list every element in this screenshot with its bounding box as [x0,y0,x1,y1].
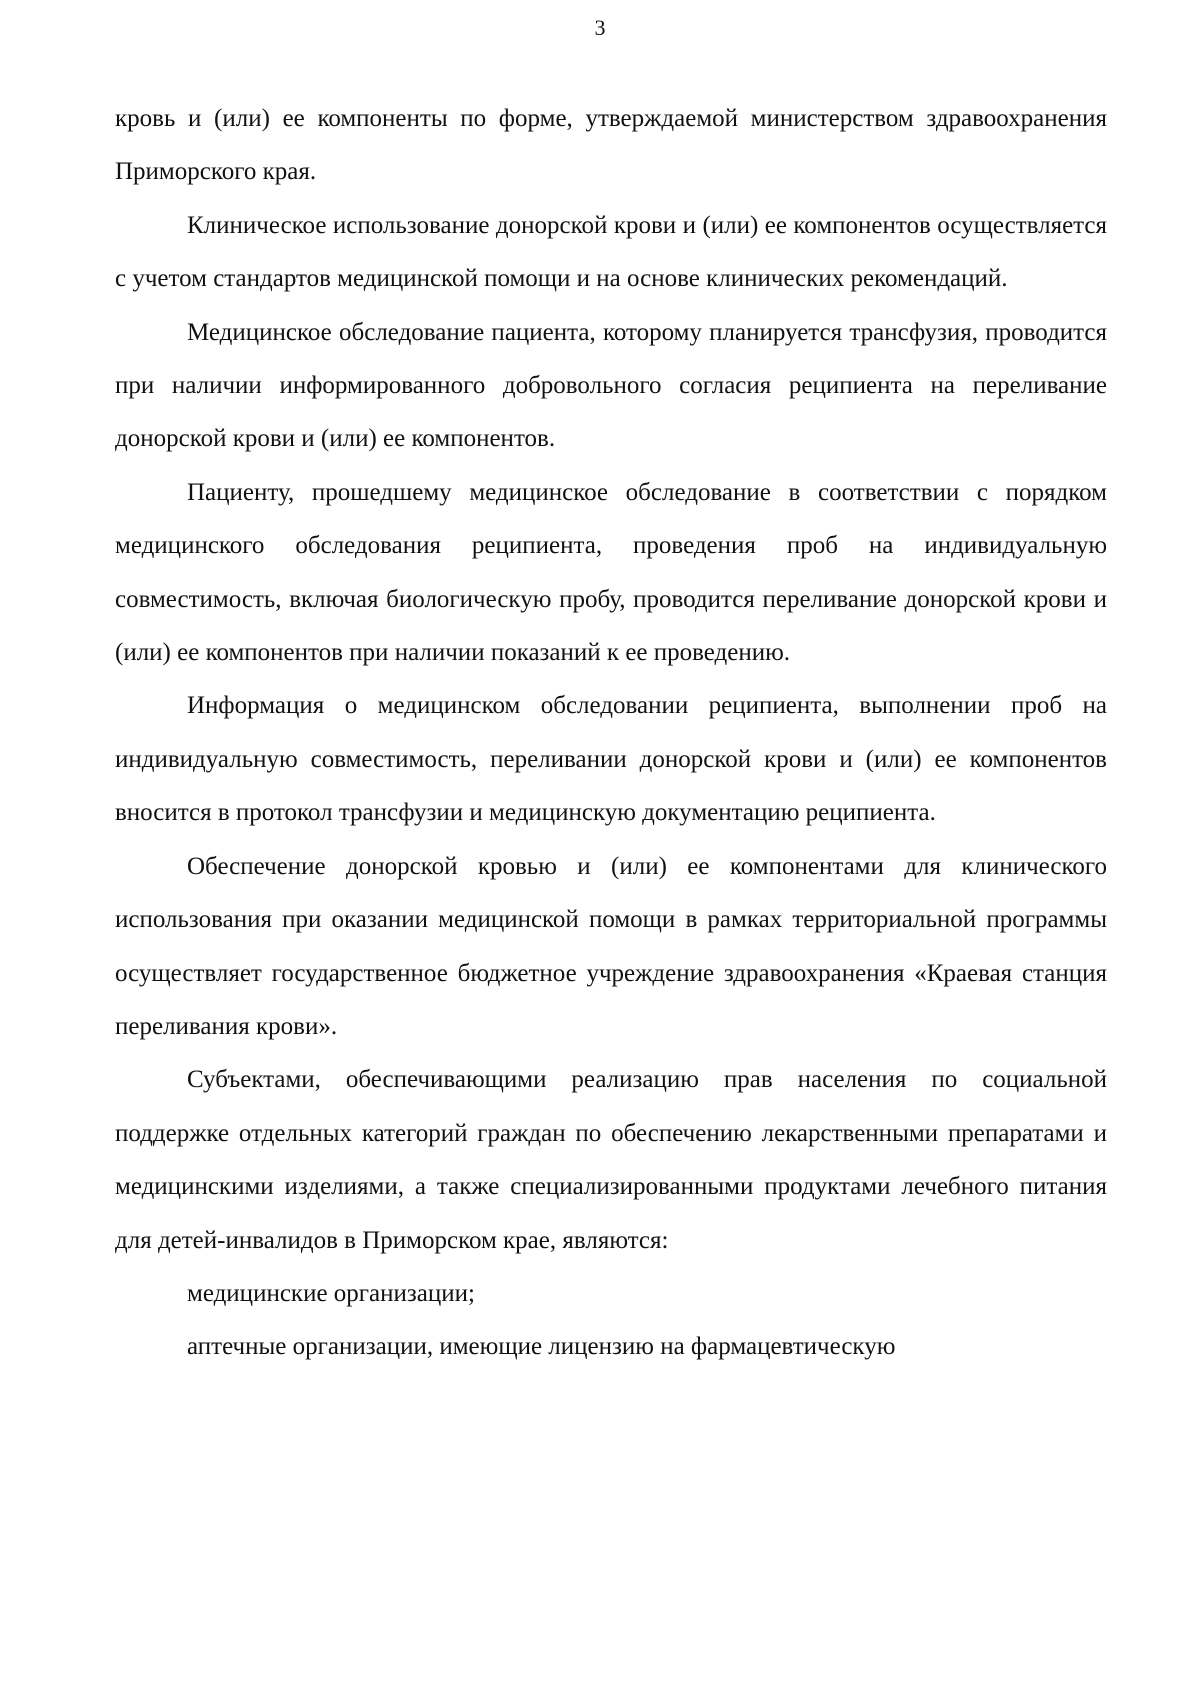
paragraph-clinical-use: Клиническое использование донорской крови и (или) ее компонентов осуществляется с учетом стандартов медицинской помощи и на основе клинических рекомендаций. [115,211,1107,293]
paragraph-information: Информация о медицинском обследовании реципиента, выполнении проб на индивидуальную совместимость, переливании донорской крови и (или) ее компонентов вносится в протокол трансфузии и медицинскую документацию реципиента. [115,692,1107,827]
paragraph-transfusion: Пациенту, прошедшему медицинское обследование в соответствии с порядком медицинского обследования реципиента, проведения проб на индивидуальную совместимость, включая биологическую пробу, проводится переливание донорской крови и (или) ее компонентов при наличии показаний к ее проведению. [115,478,1107,667]
page-number: 3 [594,15,606,40]
list-item-pharmacy-organizations: аптечные организации, имеющие лицензию на фармацевтическую [187,1333,896,1361]
list-item-medical-organizations: медицинские организации; [187,1279,475,1307]
paragraph-continuation: кровь и (или) ее компоненты по форме, утверждаемой министерством здравоохранения Приморского края. [115,105,1107,186]
document-body [115,92,1107,1374]
paragraph-subjects: Субъектами, обеспечивающими реализацию прав населения по социальной поддержке отдельных категорий граждан по обеспечению лекарственными препаратами и медицинскими изделиями, а также специализированными продуктами лечебного питания для детей-инвалидов в Приморском крае, являются: [115,1066,1107,1254]
paragraph-blood-supply: Обеспечение донорской кровью и (или) ее компонентами для клинического использования при оказании медицинской помощи в рамках территориальной программы осуществляет государственное бюджетное учреждение здравоохранения «Краевая станция переливания крови». [115,852,1107,1040]
paragraph-medical-examination: Медицинское обследование пациента, которому планируется трансфузия, проводится при наличии информированного добровольного согласия реципиента на переливание донорской крови и (или) ее компонентов. [115,318,1107,453]
